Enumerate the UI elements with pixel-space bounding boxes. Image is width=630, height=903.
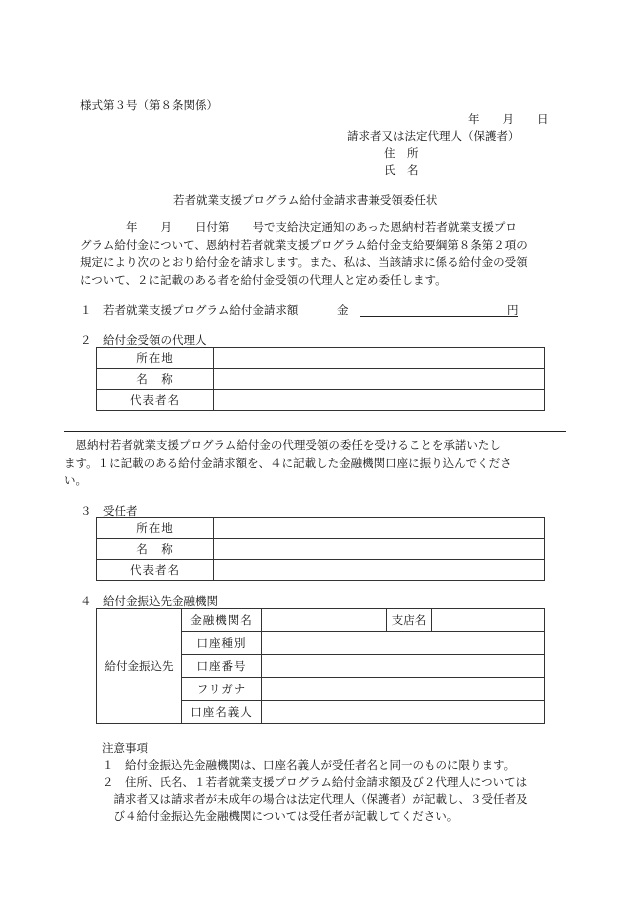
kin-label: 金 <box>337 303 349 317</box>
yen-label: 円 <box>507 303 519 317</box>
address-label: 住 所 <box>384 146 419 160</box>
trustee-table <box>96 517 545 581</box>
bank-table <box>96 608 545 724</box>
furigana-field[interactable] <box>262 678 545 701</box>
section1-label: １ 若者就業支援プログラム給付金請求額 <box>80 303 299 317</box>
note-item: ２ 住所、氏名、１若者就業支援プログラム給付金請求額及び２代理人については <box>102 775 528 789</box>
section4-label: ４ 給付金振込先金融機関 <box>80 594 218 608</box>
agent-table <box>96 347 545 411</box>
intro-line: グラム給付金について、恩納村若者就業支援プログラム給付金支給要綱第８条第２項の <box>80 237 528 252</box>
trustee-address-label: 所在地 <box>97 518 214 539</box>
notes-list <box>102 757 562 825</box>
account-holder-field[interactable] <box>262 701 545 724</box>
account-number-label: 口座番号 <box>182 655 262 678</box>
agent-rep-label: 代表者名 <box>97 390 214 411</box>
table-row <box>97 390 545 411</box>
agent-address-label: 所在地 <box>97 348 214 369</box>
section-divider <box>64 431 566 432</box>
table-row <box>97 539 545 560</box>
table-row <box>97 609 545 632</box>
note-item: 請求者又は請求者が未成年の場合は法定代理人（保護者）が記載し、３受任者及 <box>102 792 528 806</box>
intro-line: 年 月 日付第 号で支給決定通知のあった恩納村若者就業支援プロ <box>80 220 517 234</box>
acceptance-line: い。 <box>64 473 87 487</box>
agent-name-field[interactable] <box>214 369 545 390</box>
trustee-rep-label: 代表者名 <box>97 560 214 581</box>
bank-group-label: 給付金振込先 <box>97 609 182 724</box>
furigana-label: フリガナ <box>182 678 262 701</box>
bank-name-label: 金融機関名 <box>182 609 262 632</box>
section2-label: ２ 給付金受領の代理人 <box>80 333 207 347</box>
note-item: び４給付金振込先金融機関については受任者が記載してください。 <box>102 809 459 823</box>
table-row <box>97 369 545 390</box>
trustee-name-field[interactable] <box>214 539 545 560</box>
requester-label: 請求者又は法定代理人（保護者） <box>347 129 520 143</box>
account-type-field[interactable] <box>262 632 545 655</box>
intro-paragraph <box>80 219 550 289</box>
section3-label: ３ 受任者 <box>80 504 138 518</box>
table-row <box>97 560 545 581</box>
trustee-address-field[interactable] <box>214 518 545 539</box>
page-title: 若者就業支援プログラム給付金請求書兼受領委任状 <box>173 193 438 207</box>
acceptance-line: 恩納村若者就業支援プログラム給付金の代理受領の委任を受けることを承諾いたし <box>64 438 501 452</box>
date-line: 年 月 日 <box>468 112 549 126</box>
form-number: 様式第３号（第８条関係） <box>80 98 218 112</box>
agent-name-label: 名 称 <box>97 369 214 390</box>
branch-field[interactable] <box>432 609 545 632</box>
acceptance-paragraph <box>64 437 564 490</box>
note-item: １ 給付金振込先金融機関は、口座名義人が受任者名と同一のものに限ります。 <box>102 758 516 772</box>
acceptance-line: ます。１に記載のある給付金請求額を、４に記載した金融機関口座に振り込んでくださ <box>64 455 512 470</box>
notes-title: 注意事項 <box>102 741 148 755</box>
amount-field-line[interactable] <box>360 316 518 317</box>
branch-label: 支店名 <box>387 609 432 632</box>
intro-line: について、２に記載のある者を給付金受領の代理人と定め委任します。 <box>80 272 447 287</box>
account-number-field[interactable] <box>262 655 545 678</box>
trustee-rep-field[interactable] <box>214 560 545 581</box>
name-label: 氏 名 <box>384 163 419 177</box>
table-row <box>97 518 545 539</box>
account-type-label: 口座種別 <box>182 632 262 655</box>
agent-address-field[interactable] <box>214 348 545 369</box>
intro-line: 規定により次のとおり給付金を請求します。また、私は、当該請求に係る給付金の受領 <box>80 255 528 269</box>
table-row <box>97 348 545 369</box>
trustee-name-label: 名 称 <box>97 539 214 560</box>
bank-name-field[interactable] <box>262 609 387 632</box>
agent-rep-field[interactable] <box>214 390 545 411</box>
account-holder-label: 口座名義人 <box>182 701 262 724</box>
